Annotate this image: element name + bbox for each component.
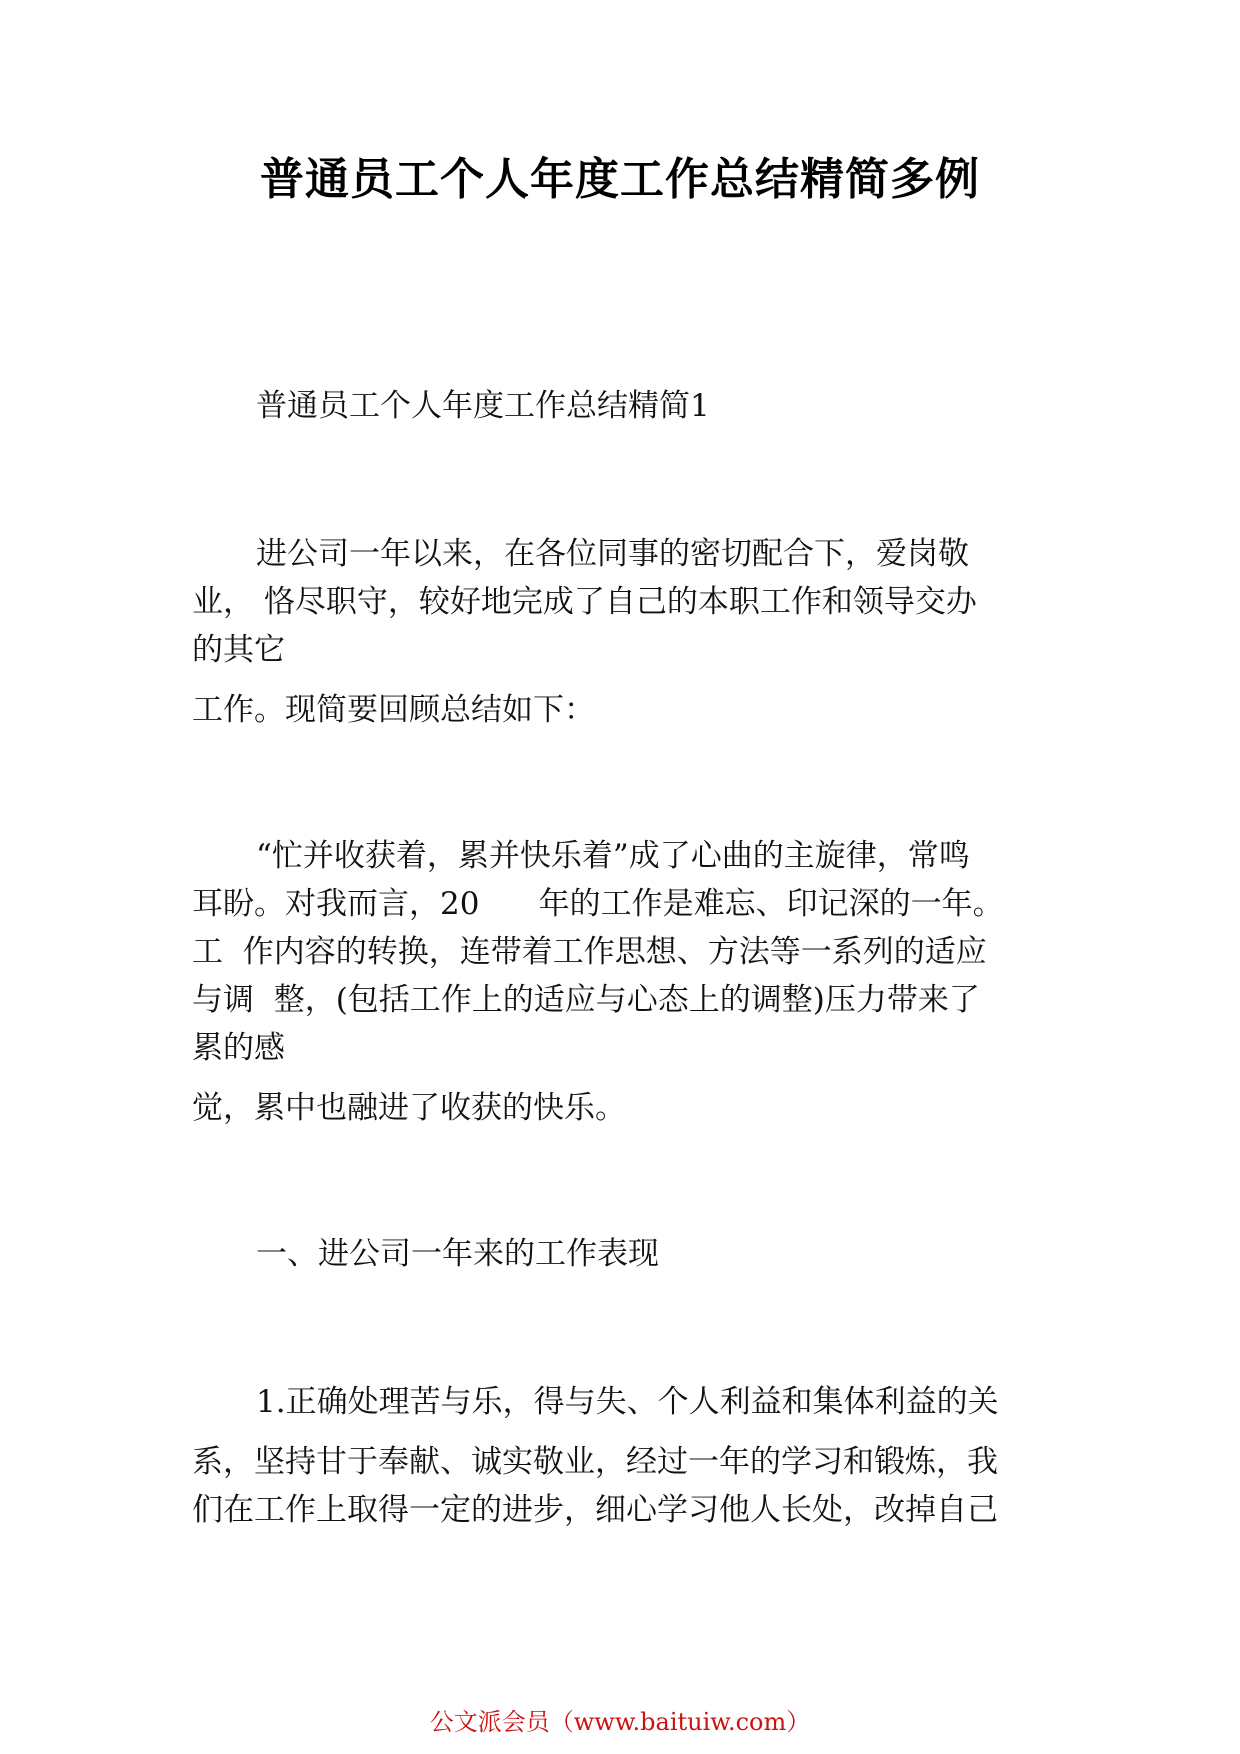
paragraph-line: 工 作内容的转换，连带着工作思想、方法等一系列的适应 [192,934,987,970]
paragraph-line: 耳盼。对我而言，20 年的工作是难忘、印记深的一年。 [192,886,1004,922]
paragraph-line: 觉，累中也融进了收获的快乐。 [192,1090,626,1126]
footer-watermark: 公文派会员（www.baituiw.com） [429,1708,811,1736]
paragraph-line: “忙并收获着，累并快乐着”成了心曲的主旋律，常鸣 [256,838,970,874]
paragraph-line: 1.正确处理苦与乐，得与失、个人利益和集体利益的关 [256,1384,999,1420]
paragraph-line: 累的感 [192,1030,285,1066]
paragraph-line: 进公司一年以来，在各位同事的密切配合下，爱岗敬 [256,536,969,572]
paragraph-line: 的其它 [192,632,285,668]
paragraph-line: 工作。现简要回顾总结如下： [192,692,595,728]
subheading: 一、进公司一年来的工作表现 [256,1236,659,1272]
paragraph-line: 业， 恪尽职守，较好地完成了自己的本职工作和领导交办 [192,584,977,620]
paragraph-line: 系，坚持甘于奉献、诚实敬业，经过一年的学习和锻炼，我 [192,1444,998,1480]
document-title: 普通员工个人年度工作总结精简多例 [260,154,980,205]
section-heading: 普通员工个人年度工作总结精简1 [256,388,710,424]
paragraph-line: 与调 整，(包括工作上的适应与心态上的调整)压力带来了 [192,982,980,1018]
paragraph-line: 们在工作上取得一定的进步，细心学习他人长处，改掉自己 [192,1492,998,1528]
